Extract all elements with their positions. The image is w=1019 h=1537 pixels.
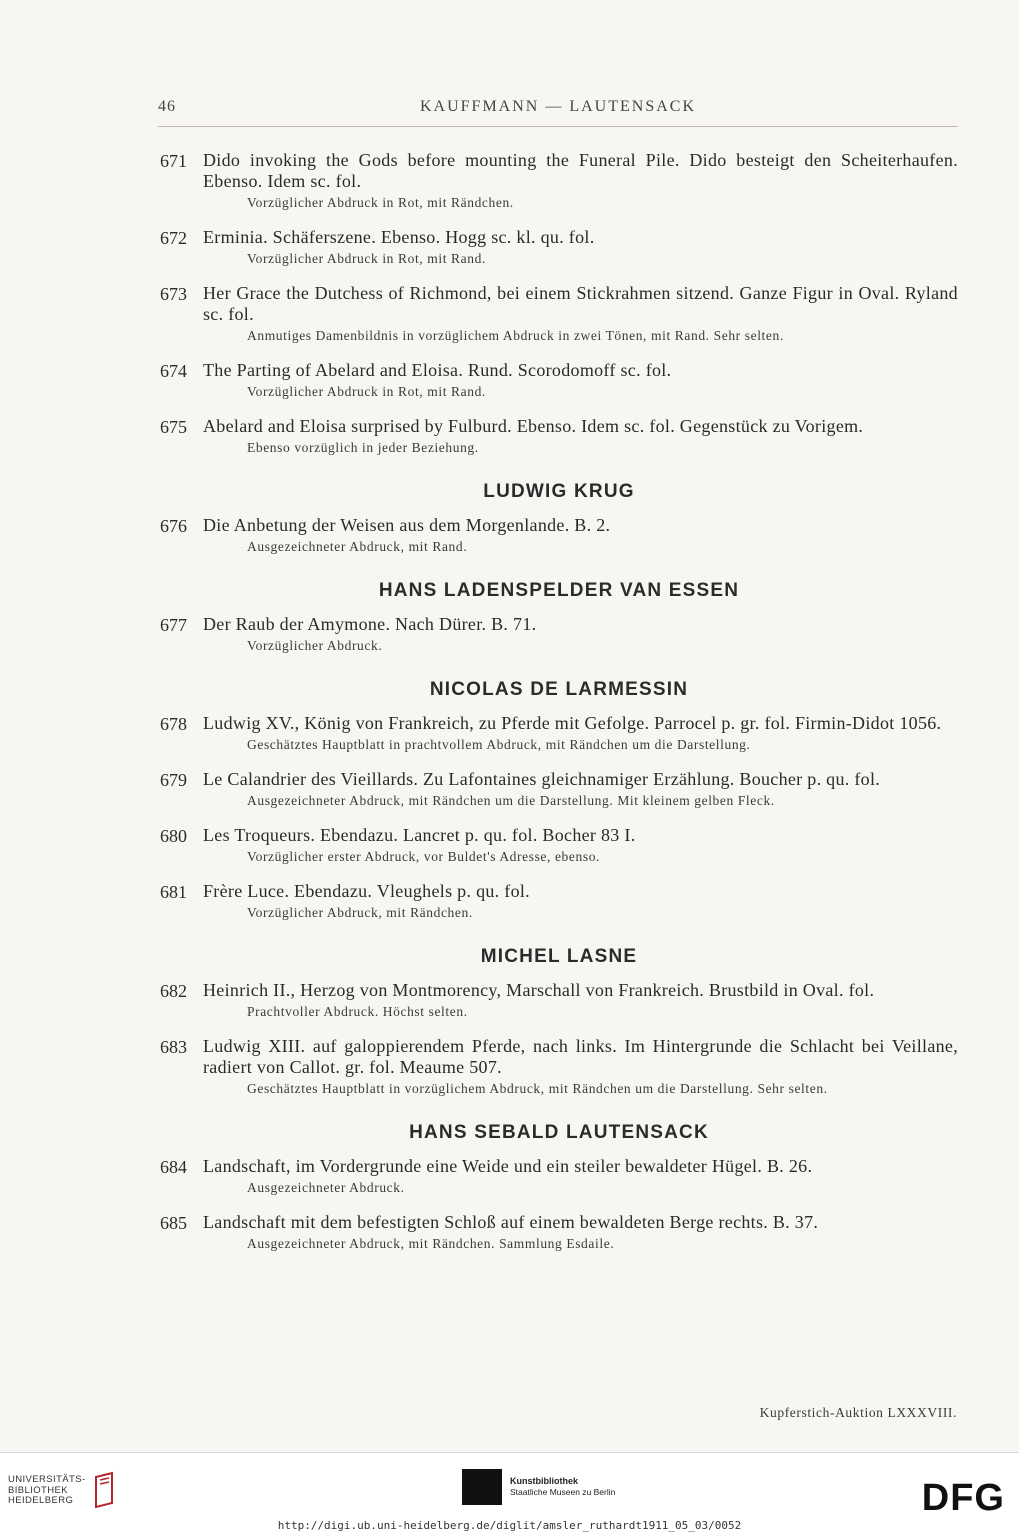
lot-number: 682 <box>160 981 187 1001</box>
kunstbibliothek-logo[interactable] <box>462 1469 615 1505</box>
catalog-entry <box>160 150 958 212</box>
catalog-entry <box>160 769 958 810</box>
lot-condition-note: Vorzüglicher Abdruck in Rot, mit Rand. <box>247 384 486 399</box>
lot-title: Erminia. Schäferszene. Ebenso. Hogg sc. kl. qu. fol. <box>203 227 595 247</box>
running-title: KAUFFMANN — LAUTENSACK <box>419 98 696 115</box>
catalog-content <box>160 150 958 1268</box>
page-number: 46 <box>158 98 176 115</box>
lot-number: 672 <box>160 228 187 248</box>
university-library-name: UNIVERSITÄTS- BIBLIOTHEK HEIDELBERG <box>8 1474 86 1507</box>
lot-number: 678 <box>160 714 187 734</box>
lot-condition-note: Geschätztes Hauptblatt in vorzüglichem Abdruck, mit Rändchen um die Darstellung. Sehr selten. <box>247 1081 828 1096</box>
lot-condition-note: Vorzüglicher Abdruck, mit Rändchen. <box>247 905 473 920</box>
kunstbibliothek-icon <box>462 1469 502 1505</box>
book-icon <box>92 1471 118 1511</box>
catalog-entry <box>160 713 958 754</box>
lot-number: 674 <box>160 361 187 381</box>
kunstbibliothek-subtitle: Staatliche Museen zu Berlin <box>510 1487 616 1497</box>
lot-title: Landschaft mit dem befestigten Schloß auf einem bewaldeten Berge rechts. B. 37. <box>203 1212 819 1232</box>
lot-number: 685 <box>160 1213 187 1233</box>
lot-number: 671 <box>160 151 187 171</box>
catalog-entry <box>160 416 958 457</box>
lot-number: 676 <box>160 516 187 536</box>
running-head <box>158 96 958 127</box>
lot-condition-note: Ausgezeichneter Abdruck, mit Rändchen um die Darstellung. Mit kleinem gelben Fleck. <box>247 793 775 808</box>
artist-heading: HANS SEBALD LAUTENSACK <box>409 1122 709 1143</box>
lot-title: Heinrich II., Herzog von Montmorency, Marschall von Frankreich. Brustbild in Oval. fol. <box>203 980 875 1000</box>
kunstbibliothek-title: Kunstbibliothek <box>510 1476 578 1486</box>
lot-number: 673 <box>160 284 187 304</box>
university-library-logo[interactable] <box>8 1471 118 1511</box>
artist-heading: NICOLAS DE LARMESSIN <box>429 679 689 700</box>
artist-heading: HANS LADENSPELDER VAN ESSEN <box>378 580 740 601</box>
lot-title: Le Calandrier des Vieillards. Zu Lafontaines gleichnamiger Erzählung. Boucher p. qu. fol. <box>203 769 881 789</box>
lot-number: 680 <box>160 826 187 846</box>
footer-note: Kupferstich-Auktion LXXXVIII. <box>759 1405 957 1420</box>
lot-title: Der Raub der Amymone. Nach Dürer. B. 71. <box>203 614 537 634</box>
lot-number: 684 <box>160 1157 187 1177</box>
lot-condition-note: Prachtvoller Abdruck. Höchst selten. <box>247 1004 468 1019</box>
catalog-entry <box>160 227 958 268</box>
lot-condition-note: Vorzüglicher Abdruck in Rot, mit Rändchen. <box>247 195 514 210</box>
catalog-entry <box>160 1156 958 1197</box>
catalog-entry <box>160 515 958 556</box>
source-url[interactable]: http://digi.ub.uni-heidelberg.de/diglit/amsler_ruthardt1911_05_03/0052 <box>277 1519 742 1532</box>
lot-title: Dido invoking the Gods before mounting the Funeral Pile. Dido besteigt den Scheiterhaufen. Ebenso. Idem sc. fol. <box>203 150 958 191</box>
catalog-entry <box>160 825 958 866</box>
lot-condition-note: Geschätztes Hauptblatt in prachtvollem Abdruck, mit Rändchen um die Darstellung. <box>247 737 751 752</box>
lot-title: Abelard and Eloisa surprised by Fulburd. Ebenso. Idem sc. fol. Gegenstück zu Vorigem. <box>203 416 864 436</box>
lot-number: 681 <box>160 882 187 902</box>
lot-title: Ludwig XIII. auf galoppierendem Pferde, nach links. Im Hintergrunde die Schlacht bei Veillane, radiert von Callot. gr. fol. Meaume 507. <box>203 1036 958 1077</box>
lot-title: Les Troqueurs. Ebendazu. Lancret p. qu. fol. Bocher 83 I. <box>203 825 636 845</box>
lot-condition-note: Ausgezeichneter Abdruck, mit Rändchen. Sammlung Esdaile. <box>247 1236 615 1251</box>
lot-title: Die Anbetung der Weisen aus dem Morgenlande. B. 2. <box>203 515 611 535</box>
lot-title: Ludwig XV., König von Frankreich, zu Pferde mit Gefolge. Parrocel p. gr. fol. Firmin-Didot 1056. <box>203 713 942 733</box>
lot-title: Landschaft, im Vordergrunde eine Weide und ein steiler bewaldeter Hügel. B. 26. <box>203 1156 813 1176</box>
lot-number: 679 <box>160 770 187 790</box>
lot-condition-note: Anmutiges Damenbildnis in vorzüglichem Abdruck in zwei Tönen, mit Rand. Sehr selten. <box>247 328 784 343</box>
catalog-entry <box>160 980 958 1021</box>
lot-title: The Parting of Abelard and Eloisa. Rund. Scorodomoff sc. fol. <box>203 360 672 380</box>
catalog-entry <box>160 614 958 655</box>
catalog-entry <box>160 283 958 345</box>
artist-heading: LUDWIG KRUG <box>483 481 635 502</box>
lot-condition-note: Ebenso vorzüglich in jeder Beziehung. <box>247 440 479 455</box>
lot-condition-note: Vorzüglicher Abdruck. <box>247 638 383 653</box>
lot-condition-note: Vorzüglicher Abdruck in Rot, mit Rand. <box>247 251 486 266</box>
dfg-logo[interactable]: DFG <box>921 1477 1005 1519</box>
lot-number: 683 <box>160 1037 187 1057</box>
viewer-footer-bar <box>0 1452 1019 1537</box>
lot-title: Her Grace the Dutchess of Richmond, bei einem Stickrahmen sitzend. Ganze Figur in Oval. Ryland sc. fol. <box>203 283 958 324</box>
lot-condition-note: Vorzüglicher erster Abdruck, vor Buldet's Adresse, ebenso. <box>247 849 601 864</box>
lot-condition-note: Ausgezeichneter Abdruck, mit Rand. <box>247 539 468 554</box>
lot-number: 675 <box>160 417 187 437</box>
artist-heading: MICHEL LASNE <box>480 946 638 967</box>
lot-number: 677 <box>160 615 187 635</box>
lot-title: Frère Luce. Ebendazu. Vleughels p. qu. fol. <box>203 881 530 901</box>
catalog-entry <box>160 360 958 401</box>
catalog-entry <box>160 1212 958 1253</box>
catalog-entry <box>160 881 958 922</box>
catalog-entry <box>160 1036 958 1098</box>
lot-condition-note: Ausgezeichneter Abdruck. <box>247 1180 405 1195</box>
